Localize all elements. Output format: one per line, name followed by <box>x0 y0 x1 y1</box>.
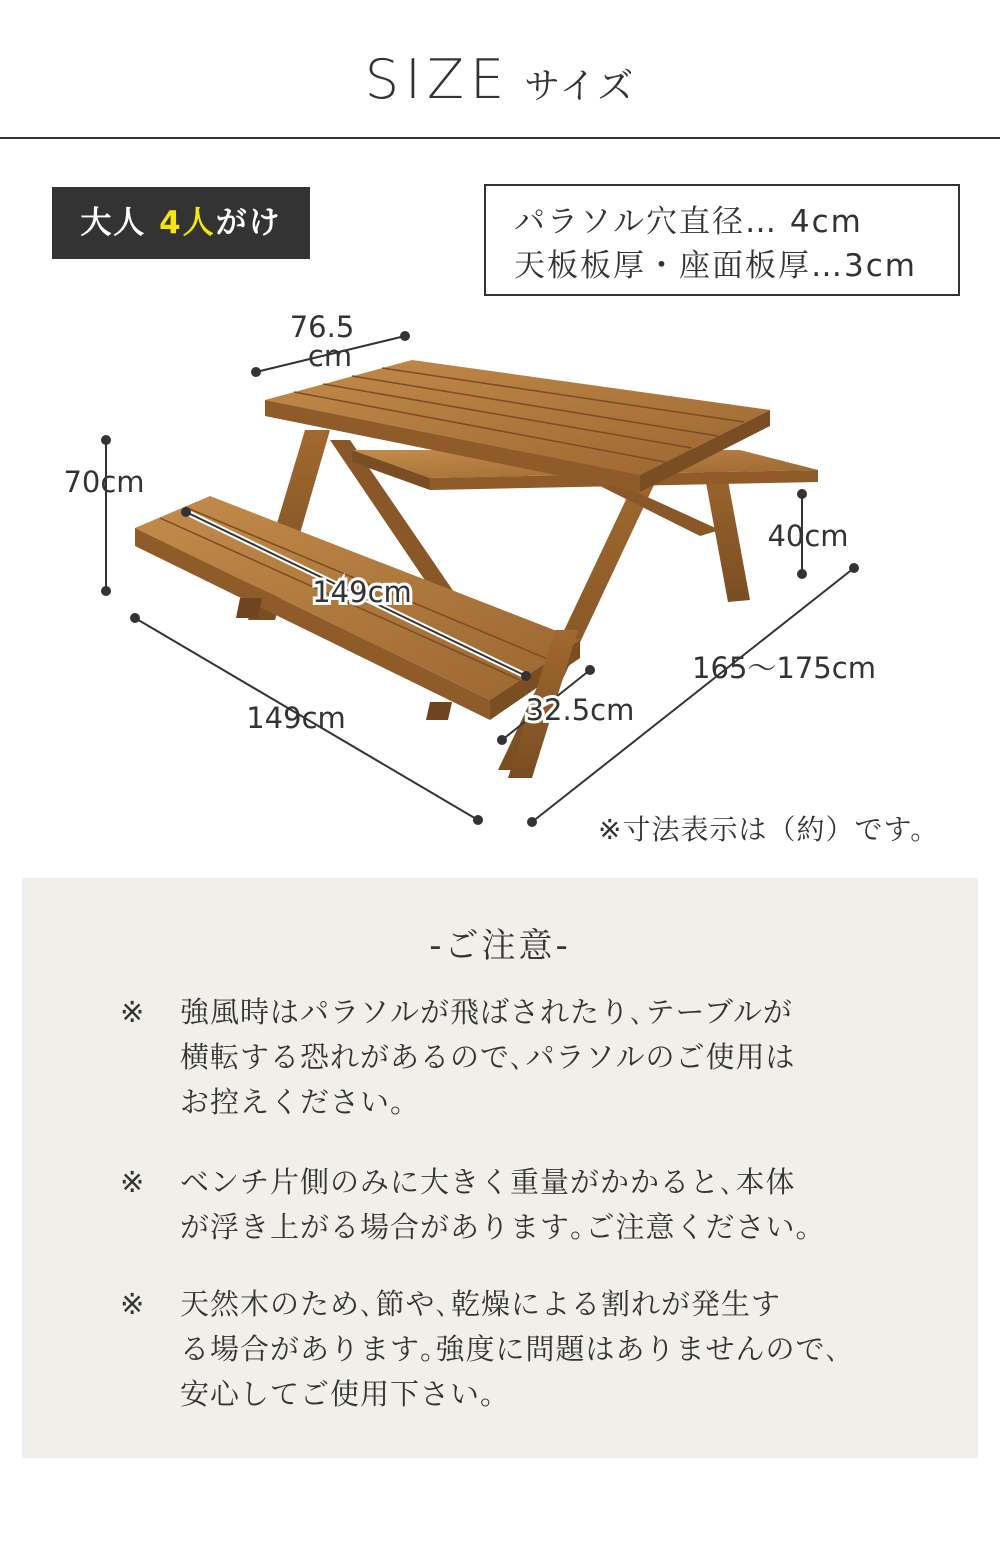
badge-prefix: 大人 <box>80 205 147 241</box>
note-mark: ※ <box>120 995 145 1029</box>
caution-item <box>120 1282 920 1422</box>
dim-bench-depth: 32.5cm <box>525 693 635 727</box>
caution-item <box>120 1160 920 1255</box>
title-ja: サイズ <box>524 66 636 107</box>
caution-panel <box>22 878 978 1458</box>
capacity-badge <box>52 187 310 259</box>
dim-overall-length: 149cm <box>246 701 346 735</box>
spec-board-thickness: 天板板厚・座面板厚…3cm <box>514 248 917 284</box>
note-mark: ※ <box>120 1165 145 1199</box>
note-mark: ※ <box>120 1287 145 1321</box>
dim-bench-height: 40cm <box>767 519 849 553</box>
badge-suffix: がけ <box>215 205 282 241</box>
approx-note: ※寸法表示は（約）です。 <box>598 813 940 846</box>
caution-item <box>120 990 920 1130</box>
page-title <box>0 48 1000 111</box>
spec-box <box>484 184 960 296</box>
dim-top-depth-unit: cm <box>307 339 353 373</box>
caution-text: ベンチ片側のみに大きく重量がかかると､本体 が浮き上がる場合があります｡ご注意ください。 <box>180 1165 826 1244</box>
dim-height: 70cm <box>63 465 145 499</box>
caution-text: 強風時はパラソルが飛ばされたり､テーブルが 横転する恐れがあるので､パラソルのご使用は お控えください。 <box>180 995 796 1119</box>
badge-highlight: 4人 <box>159 205 216 241</box>
dim-bench-length: 149cm <box>312 575 412 609</box>
dim-top-depth: 76.5 <box>289 310 355 344</box>
header-divider <box>0 137 1000 139</box>
caution-text: 天然木のため､節や､乾燥による割れが発生す る場合があります｡強度に問題はありませんので､ 安心してご使用下さい。 <box>180 1287 842 1411</box>
title-en: SIZE <box>364 48 511 111</box>
table-diagram <box>0 300 1000 860</box>
spec-parasol-hole: パラソル穴直径… 4cm <box>514 204 863 240</box>
dim-overall-width: 165〜175cm <box>692 651 876 685</box>
caution-title: -ご注意- <box>429 926 571 966</box>
